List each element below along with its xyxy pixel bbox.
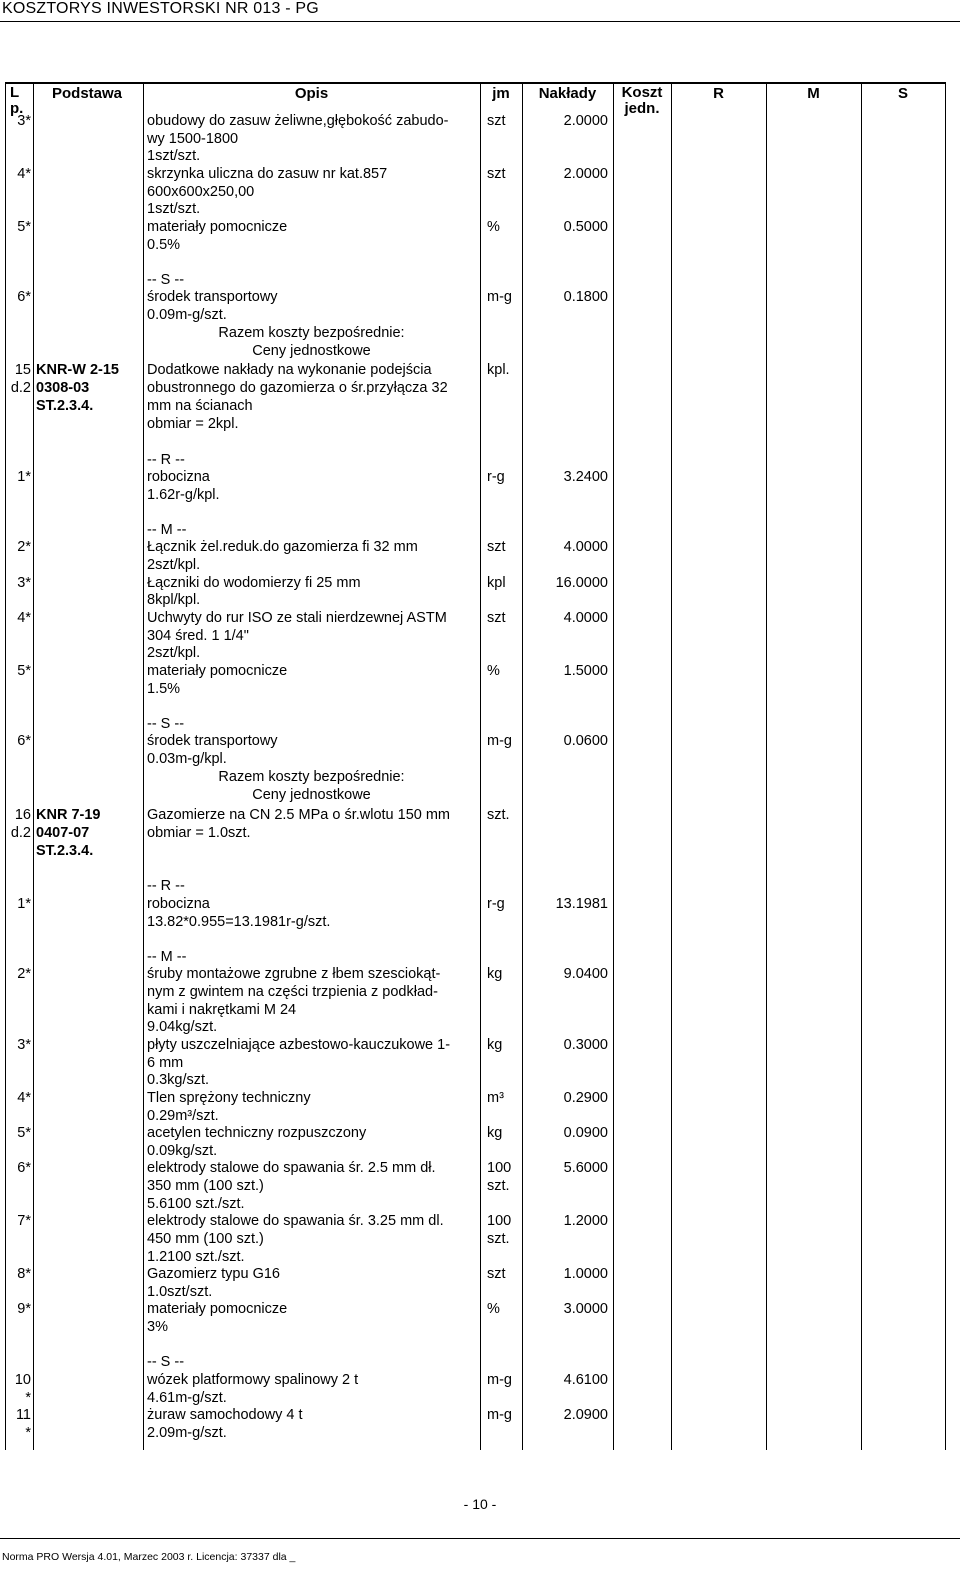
unit-cell: % [487,1301,500,1317]
description-text: 0.3kg/szt. [147,1072,210,1088]
description-text: materiały pomocnicze [147,663,288,679]
header-jm: jm [492,85,510,102]
description-text: obmiar = 2kpl. [147,416,239,432]
item-number: 4* [17,166,31,182]
description-text: -- M -- [147,949,187,965]
section-label: Razem koszty bezpośrednie: [218,325,405,341]
header-divider [0,21,960,22]
unit-cell: m³ [487,1090,504,1106]
basis-code: 0407-07 [36,825,90,841]
description-text: środek transportowy [147,289,278,305]
description-text: 350 mm (100 szt.) [147,1178,264,1194]
unit-cell: 100 [487,1213,512,1229]
item-number: 5* [17,1125,31,1141]
description-text: środek transportowy [147,733,278,749]
item-number: 5* [17,219,31,235]
description-text: 6 mm [147,1055,184,1071]
column-divider [143,82,144,1450]
table-top-border [5,82,945,84]
item-number: 3* [17,575,31,591]
description-text: 0.03m-g/kpl. [147,751,227,767]
description-text: obmiar = 1.0szt. [147,825,251,841]
quantity-cell: 0.1800 [563,289,608,305]
description-text: -- S -- [147,1354,185,1370]
description-text: 8kpl/kpl. [147,592,201,608]
item-number: 6* [17,289,31,305]
item-number: 2* [17,539,31,555]
description-text: 2szt/kpl. [147,557,201,573]
description-text: 1.0szt/szt. [147,1284,213,1300]
description-text: wózek platformowy spalinowy 2 t [147,1372,359,1388]
item-number: 2* [17,966,31,982]
header-naklady: Nakłady [538,85,597,102]
item-number: * [25,1425,31,1441]
description-text: -- R -- [147,878,185,894]
unit-cell: kg [487,966,503,982]
unit-cell: 100 [487,1160,512,1176]
description-text: -- M -- [147,522,187,538]
basis-code: ST.2.3.4. [36,398,94,414]
footer-divider [0,1538,960,1539]
description-text: Gazomierze na CN 2.5 MPa o śr.wlotu 150 mm [147,807,451,823]
unit-cell: szt [487,113,506,129]
section-label: Ceny jednostkowe [252,787,371,803]
quantity-cell: 1.5000 [563,663,608,679]
description-text: 1.5% [147,681,181,697]
description-text: 1.2100 szt./szt. [147,1249,245,1265]
description-text: Łącznik żel.reduk.do gazomierza fi 32 mm [147,539,418,555]
column-divider [522,82,523,1450]
description-text: acetylen techniczny rozpuszczony [147,1125,367,1141]
unit-cell: kg [487,1125,503,1141]
column-divider [671,82,672,1450]
description-text: robocizna [147,896,210,912]
table-right-border [945,82,946,1450]
item-number: 16 [14,807,31,823]
basis-code: ST.2.3.4. [36,843,94,859]
unit-cell: % [487,663,500,679]
description-text: elektrody stalowe do spawania śr. 2.5 mm dł. [147,1160,436,1176]
quantity-cell: 0.2900 [563,1090,608,1106]
description-text: wy 1500-1800 [147,131,239,147]
column-divider [861,82,862,1450]
quantity-cell: 16.0000 [555,575,608,591]
header-podstawa: Podstawa [52,85,123,102]
item-number: 1* [17,896,31,912]
item-number: 1* [17,469,31,485]
quantity-cell: 2.0000 [563,166,608,182]
description-text: Uchwyty do rur ISO ze stali nierdzewnej ASTM [147,610,447,626]
description-text: mm na ścianach [147,398,253,414]
quantity-cell: 0.5000 [563,219,608,235]
header-lp: L p. [10,84,24,117]
description-text: robocizna [147,469,210,485]
description-text: 0.09kg/szt. [147,1143,218,1159]
item-number: 6* [17,1160,31,1176]
quantity-cell: 13.1981 [555,896,608,912]
description-text: 0.29m³/szt. [147,1108,219,1124]
quantity-cell: 2.0900 [563,1407,608,1423]
unit-cell: kpl. [487,362,510,378]
item-number: 15 [14,362,31,378]
quantity-cell: 4.6100 [563,1372,608,1388]
description-text: 1szt/szt. [147,201,201,217]
description-text: elektrody stalowe do spawania śr. 3.25 mm dl. [147,1213,444,1229]
header-koszt: Koszt jedn. [621,84,663,117]
unit-cell: r-g [487,469,505,485]
description-text: 1szt/szt. [147,148,201,164]
unit-cell: szt [487,166,506,182]
description-text: Dodatkowe nakłady na wykonanie podejścia [147,362,432,378]
unit-cell: m-g [487,1372,512,1388]
unit-cell: m-g [487,289,512,305]
column-divider [766,82,767,1450]
description-text: płyty uszczelniające azbestowo-kauczukowe 1- [147,1037,451,1053]
page-number: - 10 - [463,1496,497,1512]
quantity-cell: 1.2000 [563,1213,608,1229]
unit-cell: r-g [487,896,505,912]
unit-cell: szt. [487,807,510,823]
header-opis: Opis [294,85,329,102]
item-number: 7* [17,1213,31,1229]
description-text: materiały pomocnicze [147,219,288,235]
description-text: kami i nakrętkami M 24 [147,1002,297,1018]
section-label: Razem koszty bezpośrednie: [218,769,405,785]
quantity-cell: 4.0000 [563,610,608,626]
description-text: Tlen sprężony techniczny [147,1090,311,1106]
item-number: 9* [17,1301,31,1317]
item-number: 8* [17,1266,31,1282]
column-divider [33,82,34,1450]
basis-code: 0308-03 [36,380,90,396]
item-number: 3* [17,113,31,129]
item-number: 10 [14,1372,31,1388]
description-text: Gazomierz typu G16 [147,1266,280,1282]
description-text: 9.04kg/szt. [147,1019,218,1035]
column-divider [613,82,614,1450]
unit-cell: kpl [487,575,506,591]
unit-cell: szt [487,1266,506,1282]
quantity-cell: 5.6000 [563,1160,608,1176]
basis-code: KNR 7-19 [36,807,101,823]
description-text: obustronnego do gazomierza o śr.przyłącza 32 [147,380,448,396]
description-text: materiały pomocnicze [147,1301,288,1317]
description-text: 2szt/kpl. [147,645,201,661]
unit-cell: szt. [487,1231,510,1247]
description-text: -- S -- [147,272,185,288]
description-text: -- R -- [147,452,185,468]
description-text: 304 śred. 1 1/4" [147,628,249,644]
column-divider [480,82,481,1450]
description-text: nym z gwintem na części trzpienia z podkład- [147,984,438,1000]
description-text: żuraw samochodowy 4 t [147,1407,303,1423]
description-text: Łączniki do wodomierzy fi 25 mm [147,575,361,591]
unit-cell: m-g [487,733,512,749]
description-text: 4.61m-g/szt. [147,1390,227,1406]
header-s: S [897,85,908,102]
description-text: 1.62r-g/kpl. [147,487,220,503]
description-text: -- S -- [147,716,185,732]
item-number: * [25,1390,31,1406]
description-text: 600x600x250,00 [147,184,255,200]
description-text: śruby montażowe zgrubne z łbem szesciokąt- [147,966,441,982]
item-number: d.2 [10,380,31,396]
description-text: skrzynka uliczna do zasuw nr kat.857 [147,166,388,182]
footer-text: Norma PRO Wersja 4.01, Marzec 2003 r. Licencja: 37337 dla _ [2,1551,296,1563]
unit-cell: szt [487,610,506,626]
quantity-cell: 9.0400 [563,966,608,982]
item-number: 4* [17,610,31,626]
header-r: R [713,85,724,102]
quantity-cell: 3.2400 [563,469,608,485]
item-number: d.2 [10,825,31,841]
description-text: 3% [147,1319,168,1335]
quantity-cell: 3.0000 [563,1301,608,1317]
description-text: 13.82*0.955=13.1981r-g/szt. [147,914,331,930]
item-number: 6* [17,733,31,749]
item-number: 3* [17,1037,31,1053]
section-label: Ceny jednostkowe [252,343,371,359]
quantity-cell: 2.0000 [563,113,608,129]
quantity-cell: 1.0000 [563,1266,608,1282]
document-title: KOSZTORYS INWESTORSKI NR 013 - PG [2,0,319,17]
description-text: obudowy do zasuw żeliwne,głębokość zabudo- [147,113,449,129]
unit-cell: kg [487,1037,503,1053]
description-text: 0.09m-g/szt. [147,307,227,323]
unit-cell: szt. [487,1178,510,1194]
quantity-cell: 4.0000 [563,539,608,555]
table-left-border [5,82,6,1450]
item-number: 4* [17,1090,31,1106]
description-text: 450 mm (100 szt.) [147,1231,264,1247]
quantity-cell: 0.0600 [563,733,608,749]
unit-cell: % [487,219,500,235]
item-number: 11 [15,1407,31,1423]
unit-cell: m-g [487,1407,512,1423]
header-m: M [807,85,820,102]
item-number: 5* [17,663,31,679]
description-text: 0.5% [147,237,181,253]
quantity-cell: 0.3000 [563,1037,608,1053]
basis-code: KNR-W 2-15 [36,362,119,378]
description-text: 2.09m-g/szt. [147,1425,227,1441]
unit-cell: szt [487,539,506,555]
quantity-cell: 0.0900 [563,1125,608,1141]
description-text: 5.6100 szt./szt. [147,1196,245,1212]
